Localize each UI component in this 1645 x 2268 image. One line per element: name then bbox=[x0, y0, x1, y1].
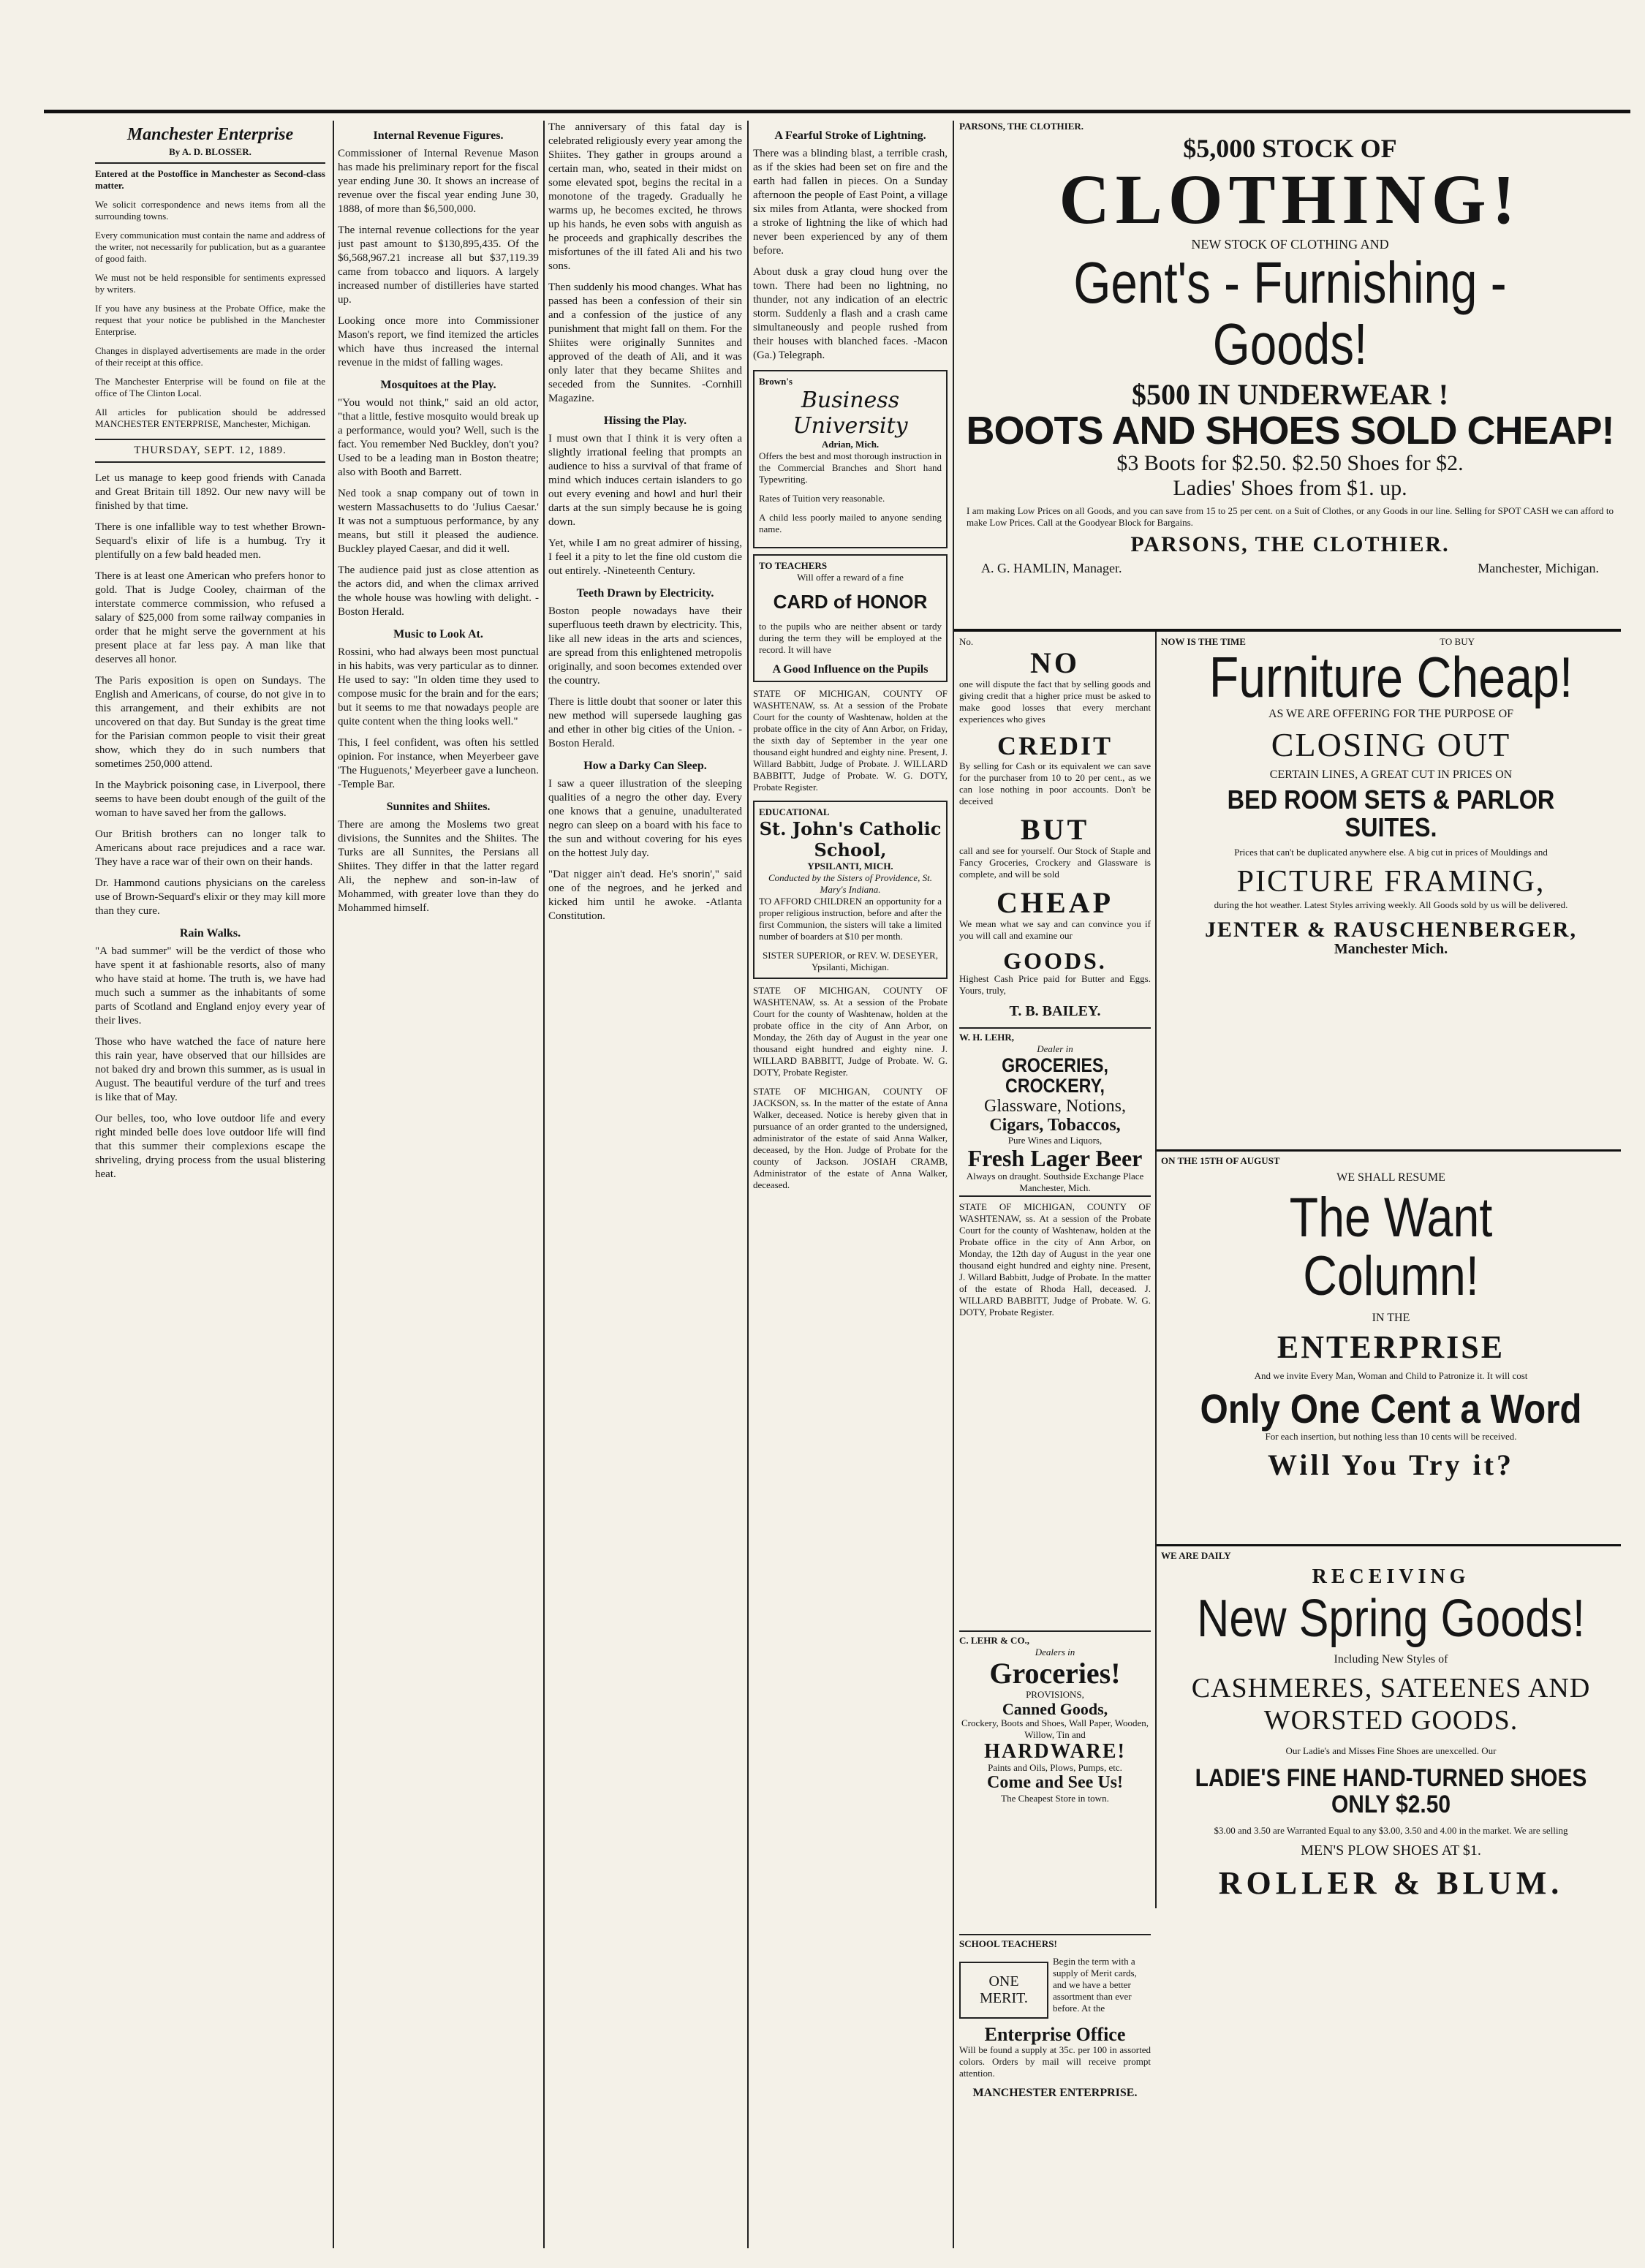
article-heading: Sunnites and Shiites. bbox=[386, 801, 491, 813]
ad-text: And we invite Every Man, Woman and Child to Patronize it. It will cost bbox=[1254, 1369, 1528, 1381]
divider bbox=[954, 629, 1621, 632]
card-of-honor-ad bbox=[753, 554, 948, 682]
legal-notice: STATE OF MICHIGAN, COUNTY OF WASHTENAW, ss. At a session of the Probate Court for the county of Washtenaw, holden at the probate office in the city of Ann Arbor, on Monday, the 26th day of August in the year one thousand eight hundred and eighty nine. J. WILLARD BABBITT, Judge of Probate. W. G. DOTY, Probate Register. bbox=[753, 985, 948, 1078]
article-paragraph: I saw a queer illustration of the sleeping qualities of a negro the other day. Every one knows that a genuine, unadulterated negro can sleep on a board with his face to the sun and without covering for his eyes on the hottest July day. bbox=[548, 778, 742, 859]
ad-label: W. H. LEHR, bbox=[959, 1032, 1015, 1043]
article-paragraph: Those who have watched the face of nature here this rain year, have observed that our hillsides are not baked dry and brown this summer, as is usual in August. The beautiful verdure of the turf and trees is like that of May. bbox=[95, 1036, 325, 1103]
article-heading: A Fearful Stroke of Lightning. bbox=[774, 129, 926, 142]
ad-text: to the pupils who are neither absent or tardy during the term they will be employed at the record. It will have bbox=[759, 621, 942, 655]
ad-line: RECEIVING bbox=[1312, 1565, 1470, 1588]
notice: The Manchester Enterprise will be found on file at the office of The Clinton Local. bbox=[95, 376, 325, 398]
article-paragraph: Looking once more into Commissioner Mason's report, we find itemized the articles which have thus increased the internal revenue in the midst of falling wages. bbox=[338, 315, 539, 368]
ad-text: The Cheapest Store in town. bbox=[1001, 1792, 1109, 1804]
ad-text: Paints and Oils, Plows, Pumps, etc. bbox=[988, 1762, 1122, 1774]
ad-line: WORSTED GOODS. bbox=[1263, 1704, 1519, 1736]
business-university-ad bbox=[753, 370, 948, 548]
ad-line: Fresh Lager Beer bbox=[967, 1144, 1143, 1171]
ad-sign: SISTER SUPERIOR, or REV. W. DESEYER, Ypsilanti, Michigan. bbox=[763, 950, 938, 972]
article-paragraph: This, I feel confident, was often his settled opinion. For instance, when Meyerbeer gave 'The Huguenots,' Meyerbeer gave a luncheon. -Temple Bar. bbox=[338, 737, 539, 790]
entry-notice: Entered at the Postoffice in Manchester as Second-class matter. bbox=[95, 168, 325, 191]
ad-text: PROVISIONS, bbox=[1026, 1689, 1084, 1700]
article-paragraph: The Paris exposition is open on Sundays. The English and Americans, of course, do not give in to this arrangement, and their exhibits are not uncovered on that day. But Sunday is the great time for the Parisian common people to visit their great show, which they do in such numbers that sometimes 250,000 attend. bbox=[95, 675, 325, 770]
ad-text: Begin the term with a supply of Merit cards, and we have a better assortment than ever before. At the bbox=[1053, 1956, 1137, 2014]
ad-text: Manchester, Mich. bbox=[1019, 1182, 1091, 1193]
column-1 bbox=[95, 121, 325, 2248]
ad-line: BUT bbox=[1020, 812, 1090, 846]
ad-text: Always on draught. Southside Exchange Place bbox=[966, 1171, 1144, 1182]
article-paragraph: "You would not think," said an old actor, "that a little, festive mosquito would break up a performance, would you? Well, such is the fact. You remember Ned Buckley, don't you? Used to be a leading man in Boston theatre; also with Booth and Barrett. bbox=[338, 397, 539, 478]
ad-text: By selling for Cash or its equivalent we can save for the purchaser from 10 to 20 per cent., as we can lose nothing in poor accounts. Don't be deceived bbox=[959, 760, 1151, 806]
ad-title: The Want Column! bbox=[1289, 1187, 1493, 1307]
article-heading: Teeth Drawn by Electricity. bbox=[576, 587, 714, 600]
notice: We solicit correspondence and news items from all the surrounding towns. bbox=[95, 199, 325, 222]
ad-line: CASHMERES, SATEENES AND bbox=[1191, 1672, 1591, 1704]
article-paragraph: The internal revenue collections for the year just past amount to $130,895,435. Of the $6,568,967.21 increase all but $37,119.39 came from tobacco and liquors. A largely increased number of distilleries have started up. bbox=[338, 224, 539, 306]
ad-text: IN THE bbox=[1372, 1311, 1410, 1324]
jenter-furniture-ad bbox=[1161, 636, 1621, 1148]
ad-text: call and see for yourself. Our Stock of Staple and Fancy Groceries, Crockery and Glassware is complete, and will be sold bbox=[959, 844, 1151, 880]
ad-label: EDUCATIONAL bbox=[759, 806, 830, 817]
roller-blum-ad bbox=[1161, 1550, 1621, 2248]
ad-label: NOW IS THE TIME bbox=[1161, 636, 1246, 647]
column-rule bbox=[953, 121, 954, 2248]
want-column-ad bbox=[1161, 1155, 1621, 1543]
article-paragraph: There is little doubt that sooner or later this new method will supersede laughing gas and ether in other big cities of the Union. -Boston Herald. bbox=[548, 696, 742, 749]
ad-text: Our Ladie's and Misses Fine Shoes are unexcelled. Our bbox=[1285, 1745, 1497, 1756]
ad-line: $500 IN UNDERWEAR ! bbox=[1131, 377, 1449, 411]
article-paragraph: There is at least one American who prefers honor to gold. That is Judge Cooley, chairman of the interstate commerce commission, who refused a salary of $25,000 from some railway companies in order that he might serve the government at his present place at far less pay. A man like that deserves all honor. bbox=[95, 570, 325, 665]
masthead-title: Manchester Enterprise bbox=[126, 125, 294, 144]
ad-label: C. LEHR & CO., bbox=[959, 1635, 1030, 1646]
ad-title: Business University bbox=[793, 388, 908, 439]
ad-line: $5,000 STOCK OF bbox=[1183, 134, 1397, 163]
article-paragraph: Our British brothers can no longer talk to Americans about race prejudices and a race war. They have a race war of their own on their hands. bbox=[95, 828, 325, 868]
article-paragraph: The anniversary of this fatal day is celebrated religiously every year among the Shiites. They gather in groups around a certain man, who, seated in their midst on some elevated spot, begins the recital in a monotone of the tragedy. Gradually he warms up, he becomes excited, he throws up his hands, he even sobs with anguish as he proceeds and graphically describes the misfortunes of the ill fated Ali and his two sons. bbox=[548, 121, 742, 272]
ad-line: Come and See Us! bbox=[987, 1773, 1123, 1793]
ad-footer: A Good Influence on the Pupils bbox=[772, 663, 929, 676]
ad-line: NO bbox=[1030, 646, 1080, 679]
article-heading: How a Darky Can Sleep. bbox=[583, 760, 707, 772]
ad-sign: ROLLER & BLUM. bbox=[1218, 1865, 1564, 1902]
ad-text: For each insertion, but nothing less than 10 cents will be received. bbox=[1265, 1430, 1517, 1442]
ad-text: Dealers in bbox=[1035, 1647, 1075, 1657]
ad-text: Conducted by the Sisters of Providence, St. Mary's Indiana. bbox=[768, 872, 933, 895]
legal-notice: STATE OF MICHIGAN, COUNTY OF JACKSON, ss. In the matter of the estate of Anna Walker, deceased. Notice is hereby given that in pursuance of an order granted to the undersigned, administrator of the estate of said Anna Walker, deceased, by the Hon. Judge of Probate for the county of Jackson. JOSIAH CRAMB, Administrator of the estate of Anna Walker, deceased. bbox=[753, 1086, 948, 1190]
ad-label: TO TEACHERS bbox=[759, 560, 828, 571]
article-paragraph: Rossini, who had always been most punctual in his habits, was very particular as to dinner. He used to say: "In olden time they used to compose music for the brain and for the ears; but it seems to me that nowadays people are quite content when the thing looks well." bbox=[338, 646, 539, 727]
ad-label: TO BUY bbox=[1440, 636, 1475, 647]
article-heading: Rain Walks. bbox=[179, 927, 241, 940]
ad-line: MEN'S PLOW SHOES AT $1. bbox=[1301, 1842, 1481, 1859]
ad-city: Manchester, Michigan. bbox=[1478, 560, 1599, 575]
ad-text: Including New Styles of bbox=[1334, 1652, 1448, 1666]
parsons-clothier-ad bbox=[959, 121, 1621, 625]
ad-line: NEW STOCK OF CLOTHING AND bbox=[1191, 236, 1389, 252]
article-paragraph: In the Maybrick poisoning case, in Liverpool, there seems to have been doubt enough of the guilt of the woman to have saved her from the gallows. bbox=[95, 779, 325, 819]
column-3 bbox=[548, 121, 742, 2248]
article-paragraph: Let us manage to keep good friends with Canada and Great Britain till 1892. Our new navy will be finished by that time. bbox=[95, 472, 325, 512]
notice: We must not be held responsible for sentiments expressed by writers. bbox=[95, 272, 325, 295]
ad-city: Manchester Mich. bbox=[1334, 940, 1448, 957]
ad-line: Canned Goods, bbox=[1002, 1700, 1108, 1718]
column-rule bbox=[747, 121, 749, 2248]
ad-text: I am making Low Prices on all Goods, and you can save from 15 to 25 per cent. on a Suit of Clothes, or any Goods in our line. Selling for SPOT CASH we can afford to make Low Prices. Call at the Goodyear Block for Bargains. bbox=[967, 505, 1614, 529]
article-paragraph: About dusk a gray cloud hung over the town. There had been no lightning, no thunder, not any indication of an electric storm. Suddenly a flash and a crash came simultaneously and people rushed from their houses with blanched faces. -Macon (Ga.) Telegraph. bbox=[753, 266, 948, 361]
article-heading: Mosquitoes at the Play. bbox=[380, 379, 496, 391]
article-paragraph: I must own that I think it is very often a slightly irrational feeling that prompts an audience to hiss a survival of that frame of mind which induces certain islanders to go out every evening and howl and hurl their darts at the sun simply because he is going down. bbox=[548, 433, 742, 528]
ad-text: $3.00 and 3.50 are Warranted Equal to any $3.00, 3.50 and 4.00 in the market. We are selling bbox=[1214, 1825, 1568, 1837]
article-heading: Music to Look At. bbox=[393, 628, 483, 640]
column-4 bbox=[753, 121, 948, 2248]
ad-text: one will dispute the fact that by selling goods and giving credit that a higher price must be asked to make good losses that every merchant experiences who gives bbox=[959, 678, 1151, 725]
ad-line: Cigars, Tobaccos, bbox=[989, 1115, 1121, 1135]
ad-line: $3 Boots for $2.50. $2.50 Shoes for $2. bbox=[1116, 451, 1464, 476]
divider bbox=[1157, 1149, 1621, 1152]
ad-text: Rates of Tuition very reasonable. bbox=[759, 493, 885, 504]
ad-sign: T. B. BAILEY. bbox=[1009, 1003, 1101, 1020]
ad-line: Groceries! bbox=[989, 1657, 1121, 1690]
column-rule bbox=[1155, 629, 1157, 1908]
ad-line: Enterprise Office bbox=[984, 2024, 1126, 2045]
notice: Every communication must contain the name and address of the writer, not necessarily for publication, but as a guarantee of good faith. bbox=[95, 230, 325, 264]
divider bbox=[1157, 1544, 1621, 1546]
lehr-hardware-ad bbox=[959, 1630, 1151, 1932]
article-paragraph: Dr. Hammond cautions physicians on the careless use of Brown-Sequard's elixir or they may kill more than they cure. bbox=[95, 877, 325, 917]
article-paragraph: Our belles, too, who love outdoor life and every right minded belle does love outdoor life will find that this summer their complexions escape the shriveling, drying process from the usual blistering heat. bbox=[95, 1113, 325, 1180]
issue-date: THURSDAY, SEPT. 12, 1889. bbox=[95, 439, 325, 463]
ad-line: HARDWARE! bbox=[984, 1740, 1126, 1764]
ad-line: BED ROOM SETS & PARLOR SUITES. bbox=[1227, 784, 1555, 842]
article-paragraph: There is one infallible way to test whether Brown-Sequard's elixir of life is a humbug. Try it plentifully on a few bald headed men. bbox=[95, 521, 325, 561]
ad-text: Prices that can't be duplicated anywhere else. A big cut in prices of Mouldings and bbox=[1234, 847, 1548, 858]
column-rule bbox=[543, 121, 545, 2248]
ad-text: AS WE ARE OFFERING FOR THE PURPOSE OF bbox=[1268, 707, 1514, 720]
notice: Changes in displayed advertisements are made in the order of their receipt at this office. bbox=[95, 345, 325, 368]
article-paragraph: Yet, while I am no great admirer of hissing, I feel it a pity to let the fine old custom die out entirely. -Nineteenth Century. bbox=[548, 537, 742, 577]
article-heading: Internal Revenue Figures. bbox=[373, 129, 504, 142]
column-2 bbox=[338, 121, 539, 2248]
lehr-groceries-ad bbox=[959, 1027, 1151, 1193]
ad-title: St. John's Catholic School, bbox=[759, 818, 942, 861]
ad-text: during the hot weather. Latest Styles arriving weekly. All Goods sold by us will be delivered. bbox=[1214, 899, 1568, 911]
bailey-credit-ad bbox=[959, 636, 1151, 1024]
ad-label: ON THE 15TH OF AUGUST bbox=[1161, 1155, 1280, 1166]
ad-line: LADIE'S FINE HAND-TURNED SHOES ONLY $2.50 bbox=[1195, 1764, 1587, 1818]
ad-label: PARSONS, THE CLOTHIER. bbox=[959, 121, 1084, 132]
legal-notice-block bbox=[959, 1195, 1151, 1628]
ad-title: New Spring Goods! bbox=[1197, 1590, 1585, 1649]
article-paragraph: Commissioner of Internal Revenue Mason has made his preliminary report for the fiscal year ending June 30. It shows an increase of revenue over the fiscal year ending June 30, 1888, of more than $6,500,000. bbox=[338, 148, 539, 215]
ad-text: TO AFFORD CHILDREN an opportunity for a proper religious instruction, before and after the first Communion, the sisters will take a limited number of boarders at $10 per month. bbox=[759, 896, 942, 942]
ad-label: SCHOOL TEACHERS! bbox=[959, 1938, 1057, 1949]
article-paragraph: Then suddenly his mood changes. What has passed has been a confession of their sin and a confession of the justice of any punishment that might fall on them. For the Shiites were originally Sunnites and approved of the death of Ali, and it was only later that they became Shiites and seceded from the Sunnites. -Cornhill Magazine. bbox=[548, 281, 742, 404]
ad-text: A child less poorly mailed to anyone sending name. bbox=[759, 512, 942, 534]
school-teachers-ad bbox=[959, 1934, 1151, 2242]
legal-notice: STATE OF MICHIGAN, COUNTY OF WASHTENAW, ss. At a session of the Probate Court for the county of Washtenaw, holden at the probate office in the city of Ann Arbor, on Friday, the sixth day of September in the year one thousand eight hundred and eighty nine. Present, J. Willard Babbitt, Judge of Probate. J. WILLARD BABBITT, Judge of Probate. W. G. DOTY, Probate Register. bbox=[753, 688, 948, 793]
article-paragraph: There was a blinding blast, a terrible crash, as if the skies had been set on fire and the earth had fallen in pieces. On a Sunday afternoon the people of East Point, a village six miles from Atlanta, were shocked from a stroke of lightning the like of which had never been experienced by any of them before. bbox=[753, 148, 948, 257]
article-paragraph: There are among the Moslems two great divisions, the Sunnites and the Shiites. The Turks are all Sunnites, the Persians all Shiites. They differ in that the latter regard Ali, the nephew and son-in-law of Mohammed, with greater love than they do Mohammed himself. bbox=[338, 819, 539, 914]
notice: If you have any business at the Probate Office, make the request that your notice be published in the Manchester Enterprise. bbox=[95, 303, 325, 337]
ad-title: CLOTHING! bbox=[1059, 159, 1521, 238]
ad-city: YPSILANTI, MICH. bbox=[807, 861, 893, 872]
ad-text: Will offer a reward of a fine bbox=[797, 572, 904, 583]
ad-line: GROCERIES, CROCKERY, bbox=[1002, 1054, 1108, 1097]
ad-text: Dealer in bbox=[1037, 1043, 1073, 1054]
ad-text: We mean what we say and can convince you if you will call and examine our bbox=[959, 918, 1151, 941]
ad-text: Pure Wines and Liquors, bbox=[1007, 1134, 1103, 1146]
ad-line: CLOSING OUT bbox=[1271, 725, 1511, 763]
top-rule bbox=[44, 110, 1630, 113]
ad-line: CREDIT bbox=[997, 731, 1113, 760]
column-rule bbox=[333, 121, 334, 2248]
article-paragraph: The audience paid just as close attention as the actors did, and when the climax arrived the whole house was howling with delight. -Boston Herald. bbox=[338, 564, 539, 618]
ad-label: WE ARE DAILY bbox=[1161, 1550, 1231, 1561]
ad-text: CERTAIN LINES, A GREAT CUT IN PRICES ON bbox=[1269, 768, 1513, 781]
article-paragraph: "A bad summer" will be the verdict of those who have spent it at fashionable resorts, also of many who have staid at home. The truth is, we have had much such a summer as the inhabitants of some parts of Scotland and England enjoy every year of their lives. bbox=[95, 945, 325, 1027]
ad-line: GOODS. bbox=[1003, 947, 1107, 974]
ad-label: Brown's bbox=[759, 376, 793, 387]
ad-line: Ladies' Shoes from $1. up. bbox=[1173, 476, 1407, 501]
ad-title: Gent's - Furnishing - Goods! bbox=[1073, 249, 1507, 377]
ad-city: Adrian, Mich. bbox=[821, 439, 880, 450]
merit-card-sample: ONE MERIT. bbox=[959, 1962, 1048, 2019]
ad-manager: A. G. HAMLIN, Manager. bbox=[981, 560, 1122, 575]
ad-line: BOOTS AND SHOES SOLD CHEAP! bbox=[966, 408, 1614, 453]
article-paragraph: Boston people nowadays have their superfluous teeth drawn by electricity. This, like all new ideas in the arts and sciences, are spread from this enlightened metropolis originally, and soon becomes extended over the country. bbox=[548, 605, 742, 687]
ad-title: Furniture Cheap! bbox=[1209, 645, 1573, 709]
ad-text: WE SHALL RESUME bbox=[1336, 1171, 1445, 1184]
notice: All articles for publication should be addressed MANCHESTER ENTERPRISE, Manchester, Michigan. bbox=[95, 407, 325, 429]
ad-line: ENTERPRISE bbox=[1277, 1328, 1505, 1365]
ad-line: PARSONS, THE CLOTHIER. bbox=[1130, 532, 1450, 557]
ad-text: Will be found a supply at 35c. per 100 in assorted colors. Orders by mail will receive prompt attention. bbox=[959, 2044, 1151, 2079]
ad-line: Will You Try it? bbox=[1267, 1448, 1514, 1481]
ad-title: CARD of HONOR bbox=[773, 591, 928, 613]
ad-line: JENTER & RAUSCHENBERGER, bbox=[1205, 918, 1577, 942]
ad-label: No. bbox=[959, 636, 974, 647]
ad-sign: MANCHESTER ENTERPRISE. bbox=[972, 2087, 1138, 2100]
ad-line: Only One Cent a Word bbox=[1200, 1385, 1582, 1432]
ad-line: CHEAP bbox=[997, 885, 1113, 919]
article-paragraph: Ned took a snap company out of town in western Massachusetts to do 'Julius Caesar.' It was not a sumptuous performance, by any means, but still it pleased the audience. Buckley played Caesar, and did it well. bbox=[338, 488, 539, 555]
article-paragraph: "Dat nigger ain't dead. He's snorin'," said one of the negroes, and he jerked and kicked him until he awoke. -Atlanta Constitution. bbox=[548, 869, 742, 922]
ad-text: Crockery, Boots and Shoes, Wall Paper, Wooden, Willow, Tin and bbox=[961, 1717, 1149, 1741]
ad-line: Glassware, Notions, bbox=[984, 1096, 1126, 1116]
catholic-school-ad bbox=[753, 801, 948, 979]
ad-text: Highest Cash Price paid for Butter and Eggs. Yours, truly, bbox=[959, 973, 1151, 997]
ad-text: Offers the best and most thorough instruction in the Commercial Branches and Short hand Typewriting. bbox=[759, 450, 942, 485]
ad-line: PICTURE FRAMING, bbox=[1236, 865, 1546, 899]
legal-notice: STATE OF MICHIGAN, COUNTY OF WASHTENAW, ss. At a session of the Probate Court for the county of Washtenaw, holden at the Probate office in the city of Ann Arbor, on Monday, the 12th day of August in the year one thousand eight hundred and eighty nine. Present, J. Willard Babbitt, Judge of Probate. In the matter of the estate of Rhoda Hall, deceased. J. WILLARD BABBITT, Judge of Probate. W. G. DOTY, Probate Register. bbox=[959, 1201, 1151, 1318]
masthead-byline: By A. D. BLOSSER. bbox=[169, 146, 252, 157]
article-heading: Hissing the Play. bbox=[603, 415, 687, 427]
